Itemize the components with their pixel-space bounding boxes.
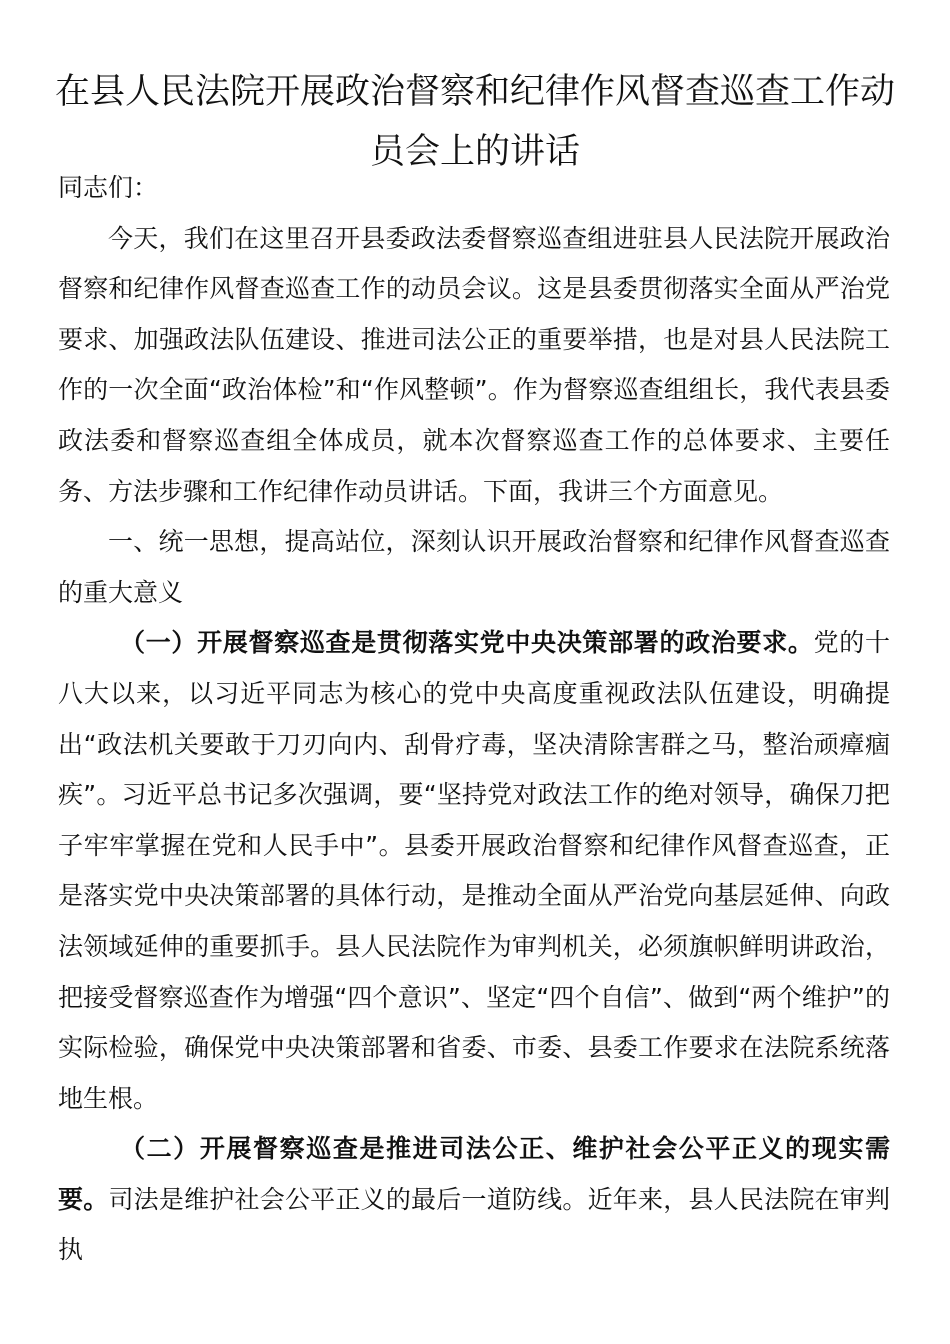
subsection-2-paragraph: [58, 1124, 890, 1276]
subsection-1-body: 党的十八大以来，以习近平同志为核心的党中央高度重视政法队伍建设，明确提出“政法机关要敢于刀刃向内、刮骨疗毒，坚决清除害群之马，整治顽瘴痼疾”。习近平总书记多次强调，要“坚持党对政法工作的绝对领导，确保刀把子牢牢掌握在党和人民手中”。县委开展政治督察和纪律作风督查巡查，正是落实党中央决策部署的具体行动，是推动全面从严治党向基层延伸、向政法领域延伸的重要抓手。县人民法院作为审判机关，必须旗帜鲜明讲政治，把接受督察巡查作为增强“四个意识”、坚定“四个自信”、做到“两个维护”的实际检验，确保党中央决策部署和省委、市委、县委工作要求在法院系统落地生根。: [58, 628, 890, 1113]
intro-paragraph: 今天，我们在这里召开县委政法委督察巡查组进驻县人民法院开展政治督察和纪律作风督查巡查工作的动员会议。这是县委贯彻落实全面从严治党要求、加强政法队伍建设、推进司法公正的重要举措，也是对县人民法院工作的一次全面“政治体检”和“作风整顿”。作为督察巡查组组长，我代表县委政法委和督察巡查组全体成员，就本次督察巡查工作的总体要求、主要任务、方法步骤和工作纪律作动员讲话。下面，我讲三个方面意见。: [58, 223, 890, 506]
subsection-2-heading: （二）开展督察巡查是推进司法公正、维护社会公平正义的现实需要。: [58, 1134, 890, 1214]
subsection-2-body: 司法是维护社会公平正义的最后一道防线。近年来，县人民法院在审判执: [58, 1184, 890, 1265]
document-body: [58, 163, 890, 1276]
document-title: 在县人民法院开展政治督察和纪律作风督查巡查工作动员会上的讲话: [54, 72, 895, 172]
subsection-1-heading: （一）开展督察巡查是贯彻落实党中央决策部署的政治要求。: [120, 628, 814, 658]
subsection-1-paragraph: [58, 618, 890, 1124]
salutation: 同志们：: [58, 173, 159, 202]
section-1-heading: 一、统一思想，提高站位，深刻认识开展政治督察和纪律作风督查巡查的重大意义: [58, 527, 890, 607]
